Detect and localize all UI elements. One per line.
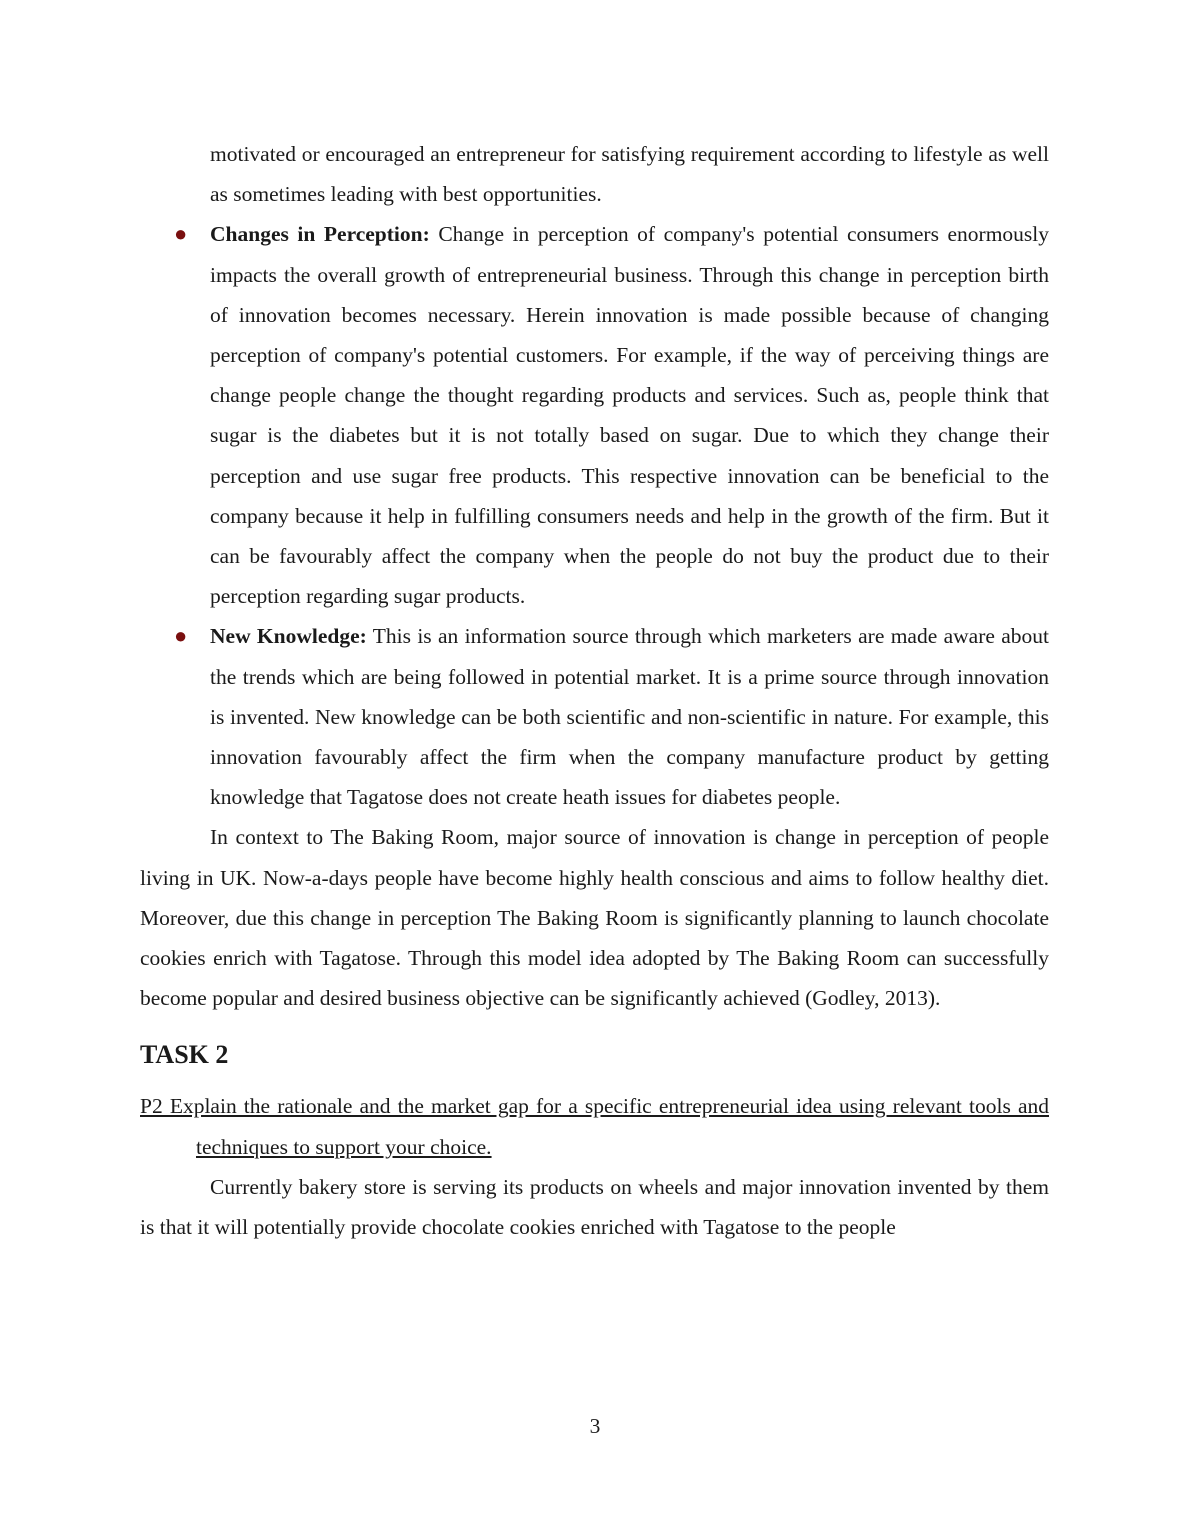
closing-paragraph: Currently bakery store is serving its products on wheels and major innovation invented by them is that it will potentially provide chocolate cookies enriched with Tagatose to the people: [140, 1174, 1049, 1240]
bullet-title: New Knowledge:: [210, 624, 367, 649]
bullet-item-knowledge: [140, 616, 1049, 817]
context-paragraph: In context to The Baking Room, major source of innovation is change in perception of people living in UK. Now-a-days people have become highly health conscious and aims to follow healthy diet. Moreover, due this change in perception The Baking Room is significantly planning to launch chocolate cookies enrich with Tagatose. Through this model idea adopted by The Baking Room can successfully become popular and desired business objective can be significantly achieved (Godley, 2013).: [140, 825, 1049, 1011]
continuation-paragraph: motivated or encouraged an entrepreneur for satisfying requirement according to lifestyle as well as sometimes leading with best opportunities.: [210, 142, 1049, 207]
task-heading: TASK 2: [140, 1040, 229, 1070]
document-page: [140, 134, 1049, 1247]
bullet-item-perception: [140, 214, 1049, 616]
task-prompt: P2 Explain the rationale and the market gap for a specific entrepreneurial idea using relevant tools and techniques to support your choice.: [140, 1094, 1049, 1159]
bullet-title: Changes in Perception:: [210, 222, 430, 247]
bullet-text: Change in perception of company's potential consumers enormously impacts the overall growth of entrepreneurial business. Through this change in perception birth of innovation becomes necessary. Herein innovation is made possible because of changing perception of company's potential customers. For example, if the way of perceiving things are change people change the thought regarding products and services. Such as, people think that sugar is the diabetes but it is not totally based on sugar. Due to which they change their perception and use sugar free products. This respective innovation can be beneficial to the company because it help in fulfilling consumers needs and help in the growth of the firm. But it can be favourably affect the company when the people do not buy the product due to their perception regarding sugar products.: [210, 222, 1050, 609]
page-number: 3: [589, 1414, 601, 1438]
bullet-text: This is an information source through which marketers are made aware about the trends which are being followed in potential market. It is a prime source through innovation is invented. New knowledge can be both scientific and non-scientific in nature. For example, this innovation favourably affect the firm when the company manufacture product by getting knowledge that Tagatose does not create heath issues for diabetes people.: [210, 624, 1050, 810]
bullet-icon: ●: [174, 623, 188, 649]
bullet-icon: ●: [174, 221, 188, 247]
